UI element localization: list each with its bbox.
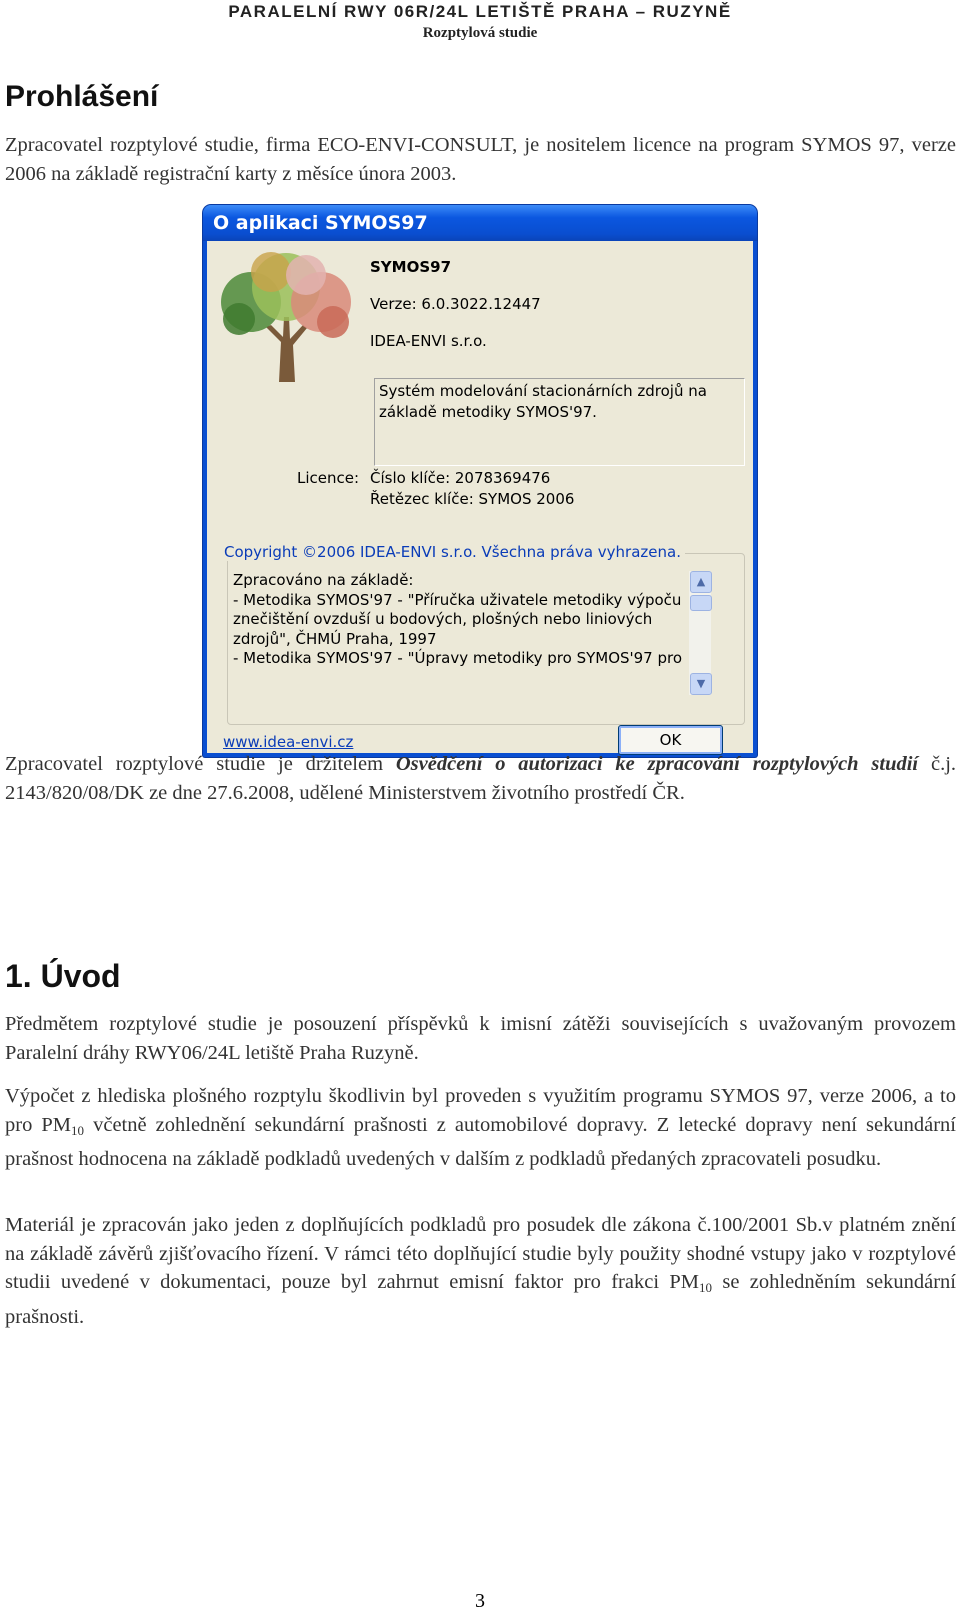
key-number: Číslo klíče: 2078369476 xyxy=(370,469,551,487)
authorization-paragraph xyxy=(5,750,956,807)
page-number: 3 xyxy=(475,1590,485,1612)
intro-paragraph-2 xyxy=(5,1082,956,1174)
dialog-title: O aplikaci SYMOS97 xyxy=(203,205,757,241)
intro-paragraph-1: Předmětem rozptylové studie je posouzení příspěvků k imisní zátěži souvisejících s uvažovaným provozem Paralelní dráhy RWY06/24L letiště Praha Ruzyně. xyxy=(5,1013,956,1064)
p3-text-end: se zohledněním sekundární prašnosti. xyxy=(5,1271,956,1328)
product-name: SYMOS97 xyxy=(370,258,452,276)
dialog-body xyxy=(207,241,753,753)
authorization-emphasis: Osvědčení o autorizaci ke zpracování rozptylových studií xyxy=(395,753,919,775)
memo-line: zdrojů", ČHMÚ Praha, 1997 xyxy=(233,629,437,648)
document-header-subtitle: Rozptylová studie xyxy=(422,25,538,41)
declaration-heading: Prohlášení xyxy=(5,80,159,113)
tree-logo-icon xyxy=(211,247,361,382)
website-link[interactable]: www.idea-envi.cz xyxy=(223,733,354,751)
scroll-thumb[interactable] xyxy=(690,595,712,611)
licence-label: Licence: xyxy=(297,469,360,487)
description-box xyxy=(374,378,745,466)
copyright-text: Copyright ©2006 IDEA-ENVI s.r.o. Všechna práva vyhrazena. xyxy=(220,543,685,561)
description-text: Systém modelování stacionárních zdrojů na základě metodiky SYMOS'97. xyxy=(379,382,707,421)
pm-subscript: 10 xyxy=(699,1280,712,1295)
scroll-down-icon[interactable]: ▼ xyxy=(690,673,712,695)
about-dialog xyxy=(203,205,757,757)
p2-text: Výpočet z hlediska plošného rozptylu škodlivin byl proveden s využitím programu SYMOS 97, verze 2006, a to pro PM xyxy=(5,1085,956,1136)
authorization-text: Zpracovatel rozptylové studie je držitelem xyxy=(5,753,396,775)
memo-line: - Metodika SYMOS'97 - "Příručka uživatele metodiky výpoču xyxy=(233,590,682,609)
p2-text-end: včetně zohlednění sekundární prašnosti z automobilové dopravy. Z letecké dopravy není sekundární prašnost hodnocena na základě podkladů uvedených v dalším z podkladů předaných zpracovateli posudku. xyxy=(5,1113,956,1170)
declaration-paragraph: Zpracovatel rozptylové studie, firma ECO-ENVI-CONSULT, je nositelem licence na program SYMOS 97, verze 2006 na základě registrační karty z měsíce února 2003. xyxy=(5,134,956,185)
memo-scrollbar[interactable] xyxy=(689,571,711,695)
intro-paragraph-3 xyxy=(5,1211,956,1331)
document-header-title: PARALELNÍ RWY 06R/24L LETIŠTĚ PRAHA – RUZYNĚ xyxy=(228,2,732,21)
key-string: Řetězec klíče: SYMOS 2006 xyxy=(370,490,575,508)
credits-memo[interactable] xyxy=(233,571,719,695)
memo-line: - Metodika SYMOS'97 - "Úpravy metodiky pro SYMOS'97 pro xyxy=(233,649,683,667)
ok-button[interactable]: OK xyxy=(618,725,723,755)
memo-line: znečištění ovzduší u bodových, plošných nebo liniových xyxy=(233,610,653,628)
version-label: Verze: 6.0.3022.12447 xyxy=(370,295,541,313)
intro-heading: 1. Úvod xyxy=(5,958,121,994)
memo-line: Zpracováno na základě: xyxy=(233,571,414,589)
p3-text: Materiál je zpracován jako jeden z doplňujících podkladů pro posudek dle zákona č.100/2001 Sb.v platném znění na základě závěrů zjišťovacího řízení. V rámci této doplňující studie byly použity shodné vstupy jako v rozptylové studii uvedené v dokumentaci, pouze byl zahrnut emisní faktor pro frakci PM xyxy=(5,1214,956,1293)
pm-subscript: 10 xyxy=(71,1122,85,1138)
authorization-text-end: č.j. 2143/820/08/DK ze dne 27.6.2008, udělené Ministerstvem životního prostředí ČR. xyxy=(5,753,957,804)
scroll-up-icon[interactable]: ▲ xyxy=(690,571,712,593)
company-label: IDEA-ENVI s.r.o. xyxy=(370,332,487,350)
